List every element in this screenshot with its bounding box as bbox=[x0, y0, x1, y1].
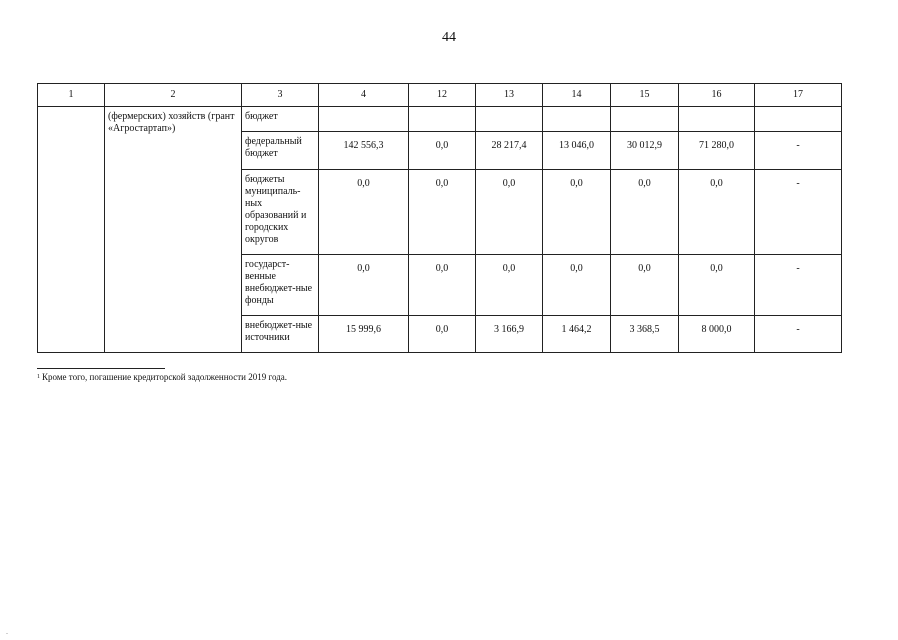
footnote-marker: 1 bbox=[37, 374, 40, 380]
footnote-divider bbox=[37, 368, 165, 369]
value-cell: 0,0 bbox=[679, 170, 755, 255]
column-header: 12 bbox=[409, 84, 476, 107]
value-cell: 3 166,9 bbox=[476, 316, 543, 353]
footnote-text: Кроме того, погашение кредиторской задолженности 2019 года. bbox=[42, 372, 288, 382]
value-cell: 71 280,0 bbox=[679, 132, 755, 170]
value-cell: 0,0 bbox=[409, 132, 476, 170]
value-cell: 0,0 bbox=[476, 170, 543, 255]
value-cell: 15 999,6 bbox=[319, 316, 409, 353]
value-cell bbox=[543, 107, 611, 132]
column-header: 1 bbox=[38, 84, 105, 107]
column-header: 17 bbox=[755, 84, 842, 107]
value-cell: 0,0 bbox=[409, 170, 476, 255]
item-number-cell bbox=[38, 107, 105, 353]
value-cell: 0,0 bbox=[543, 255, 611, 316]
funding-source-cell: внебюджет-ные источники bbox=[242, 316, 319, 353]
value-cell: 1 464,2 bbox=[543, 316, 611, 353]
value-cell: - bbox=[755, 255, 842, 316]
table-header-row bbox=[38, 84, 842, 107]
value-cell: 0,0 bbox=[476, 255, 543, 316]
column-header: 16 bbox=[679, 84, 755, 107]
value-cell: - bbox=[755, 316, 842, 353]
funding-source-cell: бюджеты муниципаль-ных образований и городских округов bbox=[242, 170, 319, 255]
value-cell: 0,0 bbox=[409, 255, 476, 316]
column-header: 14 bbox=[543, 84, 611, 107]
page-number: 44 bbox=[442, 30, 456, 45]
funding-source-cell: бюджет bbox=[242, 107, 319, 132]
value-cell: - bbox=[755, 132, 842, 170]
value-cell bbox=[409, 107, 476, 132]
column-header: 15 bbox=[611, 84, 679, 107]
value-cell: 0,0 bbox=[611, 170, 679, 255]
value-cell: 30 012,9 bbox=[611, 132, 679, 170]
scan-mark: . bbox=[6, 627, 8, 636]
column-header: 2 bbox=[105, 84, 242, 107]
value-cell: 0,0 bbox=[319, 170, 409, 255]
table-row bbox=[38, 107, 842, 132]
value-cell: 13 046,0 bbox=[543, 132, 611, 170]
value-cell: 0,0 bbox=[611, 255, 679, 316]
value-cell: 142 556,3 bbox=[319, 132, 409, 170]
value-cell: 0,0 bbox=[679, 255, 755, 316]
value-cell: 0,0 bbox=[543, 170, 611, 255]
program-name-cell: (фермерских) хозяйств (грант «Агростартап») bbox=[105, 107, 242, 353]
value-cell bbox=[319, 107, 409, 132]
value-cell bbox=[611, 107, 679, 132]
value-cell bbox=[755, 107, 842, 132]
value-cell bbox=[476, 107, 543, 132]
funding-source-cell: федеральный бюджет bbox=[242, 132, 319, 170]
value-cell: 28 217,4 bbox=[476, 132, 543, 170]
value-cell bbox=[679, 107, 755, 132]
footnote bbox=[37, 371, 287, 383]
value-cell: - bbox=[755, 170, 842, 255]
funding-source-cell: государст-венные внебюджет-ные фонды bbox=[242, 255, 319, 316]
value-cell: 8 000,0 bbox=[679, 316, 755, 353]
column-header: 4 bbox=[319, 84, 409, 107]
value-cell: 0,0 bbox=[409, 316, 476, 353]
value-cell: 0,0 bbox=[319, 255, 409, 316]
value-cell: 3 368,5 bbox=[611, 316, 679, 353]
budget-table bbox=[37, 83, 842, 353]
column-header: 3 bbox=[242, 84, 319, 107]
column-header: 13 bbox=[476, 84, 543, 107]
